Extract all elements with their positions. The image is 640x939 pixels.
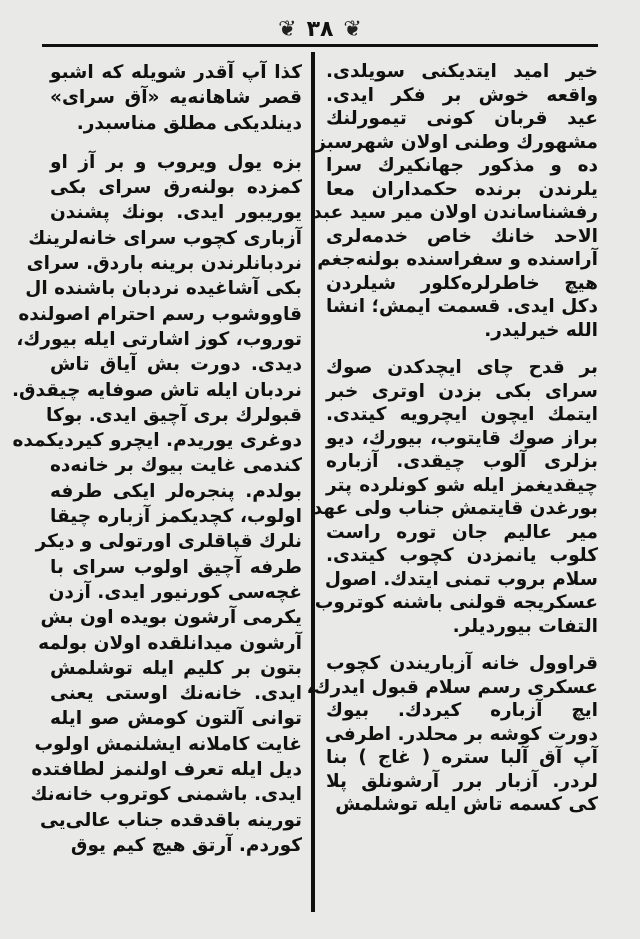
- text-line: توانی آلتون کومش صو ایله: [50, 708, 302, 730]
- text-line: غچه‌سی کورنیور ایدی. آزدن: [48, 581, 302, 603]
- text-line: دکل ایدی. قسمت ایمش؛ انشا: [326, 296, 598, 317]
- paragraph: [306, 652, 598, 817]
- text-line: کلوب یانمزدن کچوب کیتدی.: [326, 545, 598, 566]
- text-line: ایدی. باشمنی کوتروب خانه‌نك: [30, 784, 302, 806]
- text-line: یکرمی آرشون بویده اون بش: [40, 607, 302, 629]
- text-line: آراسنده و سفراسنده بولنه‌جغم: [317, 249, 598, 270]
- text-line: دینلدیکی مطلق مناسبدر.: [76, 112, 302, 134]
- text-line: آپ آق آلبا ستره ( غاج ) بنا‌: [326, 747, 598, 768]
- text-line: کندمی غایت بیوك بر خانه‌ده: [50, 455, 302, 477]
- text-line: قراوول خانه آزباریندن کچوب: [326, 653, 598, 674]
- text-line: کوردم. آرتق هیچ کیم یوق: [70, 834, 302, 856]
- text-line: الاحد خانك خاص خدمه‌لری: [326, 225, 598, 247]
- text-line: آرشون میدانلقده اولان بولمه: [38, 632, 302, 654]
- text-line: قبولرك بری آچیق ایدی. بوکا: [46, 404, 302, 426]
- text-line: سلام بروب تمنی ایتدك. اصول: [324, 568, 598, 590]
- text-line: نلرك قپاقلری اورتولی و دیکر: [35, 531, 302, 553]
- text-line: قصر شاهانه‌یه «آق سرای»: [50, 87, 302, 109]
- text-line: عسکری رسم سلام قبول ایدرك،: [306, 676, 598, 698]
- text-line: قاووشوب رسم احترام اصولنده: [18, 303, 302, 325]
- text-line: ایدی. خانه‌نك اوستی یعنی: [50, 683, 302, 705]
- text-line: دیدی. دورت بش آیاق تاش: [50, 354, 302, 376]
- text-line: طرفه آچیق اولوب سرای با‌: [50, 556, 302, 578]
- paragraph: [312, 356, 598, 638]
- page-number: ۳۸: [306, 16, 334, 42]
- column-divider: [311, 52, 315, 912]
- text-line: اولوب، کچدیکمز آزباره چیقا: [50, 506, 302, 528]
- paragraph: [312, 60, 598, 342]
- text-line: تورینه باقدقده جناب عالی‌یی: [40, 809, 302, 831]
- text-line: التفات بیوردیلر.: [452, 615, 598, 637]
- text-line: غایت کاملانه ایشلنمش اولوب: [34, 733, 302, 755]
- text-line: میر عالیم جان توره راست: [326, 521, 598, 543]
- text-line: الله خیرلیدر.: [484, 319, 598, 341]
- text-line: واقعه خوش بر فکر ایدی.: [326, 84, 598, 106]
- text-line: خیر امید ایتدیکنی سویلدی.: [326, 61, 598, 82]
- text-line: یلرندن برنده حکمداران معا‌: [326, 178, 598, 200]
- text-line: ایچ آزباره کیردك. بیوك: [326, 700, 598, 721]
- text-line: چیقدیغمز ایله شو کونلرده پتر‌: [326, 474, 598, 496]
- paragraph: [50, 60, 302, 136]
- text-line: کمزده بولنه‌رق سرای بکی: [50, 177, 302, 199]
- text-line: نردبان ایله تاش صوفایه چیقدق.: [11, 379, 302, 401]
- text-line: رفشناساندن اولان میر سید عبد: [312, 202, 598, 223]
- page-header: [0, 14, 640, 44]
- text-line: مشهورك وطنی اولان شهرسبز: [315, 131, 598, 153]
- text-line: بتون بر کلیم ایله توشلمش: [50, 657, 302, 679]
- text-line: توروب، کوز اشارتی ایله بیورك،: [16, 328, 302, 350]
- text-line: سرای بکی بزدن اوتری خبر: [326, 380, 598, 402]
- text-line: بکی آشاغیده نردبان باشنده ال: [25, 278, 302, 300]
- text-line: بزلری آلوب چیقدی. آزباره: [326, 451, 598, 472]
- header-rule: [42, 44, 598, 47]
- text-line: بولدم. پنجره‌لر ایکی طرفه: [50, 480, 302, 502]
- text-line: براز صوك قایتوب، بیورك، دیو: [326, 427, 598, 449]
- text-line: لردر. آزبار برر آرشونلق پلا: [326, 770, 598, 792]
- right-column: [306, 60, 598, 831]
- text-line: بورغدن قایتمش جناب ولی عهد: [312, 498, 598, 519]
- text-line: کی کسمه تاش ایله توشلمش: [335, 794, 598, 815]
- text-line: عسکریجه قولنی باشنه کوتروب: [314, 592, 598, 613]
- ornament-right-icon: ❦: [343, 16, 362, 42]
- text-line: هیچ خاطرلره‌کلور شیلردن: [326, 272, 598, 294]
- paragraph: [11, 150, 302, 858]
- text-line: نردبانلرندن برینه باردق. سرای: [26, 253, 302, 275]
- text-line: بر قدح چای ایچدکدن صوك: [326, 357, 598, 378]
- text-line: بزه یول ویروب و بر آز او‌: [50, 151, 302, 173]
- text-line: ایتمك ایچون ایچرویه کیتدی.: [326, 404, 598, 425]
- text-line: دورت کوشه بر محلدر. اطرفی: [324, 723, 598, 745]
- text-line: یوریبور ایدی. بونك پشندن: [50, 202, 302, 224]
- text-line: ده و مذکور جهانکیرك سرا‌: [326, 155, 598, 176]
- text-line: آزباری کچوب سرای خانه‌لرینك: [28, 227, 302, 249]
- text-line: دیل ایله تعرف اولنمز لطافتده: [31, 759, 302, 781]
- ornament-left-icon: ❦: [278, 16, 297, 42]
- text-line: دوغری یوریدم. ایچرو کیردیکمده: [12, 430, 302, 452]
- text-line: کذا آپ آقدر شویله که اشبو: [50, 62, 302, 83]
- left-column: [11, 60, 302, 872]
- text-line: عید قربان کونی تیمورلنك: [326, 108, 598, 129]
